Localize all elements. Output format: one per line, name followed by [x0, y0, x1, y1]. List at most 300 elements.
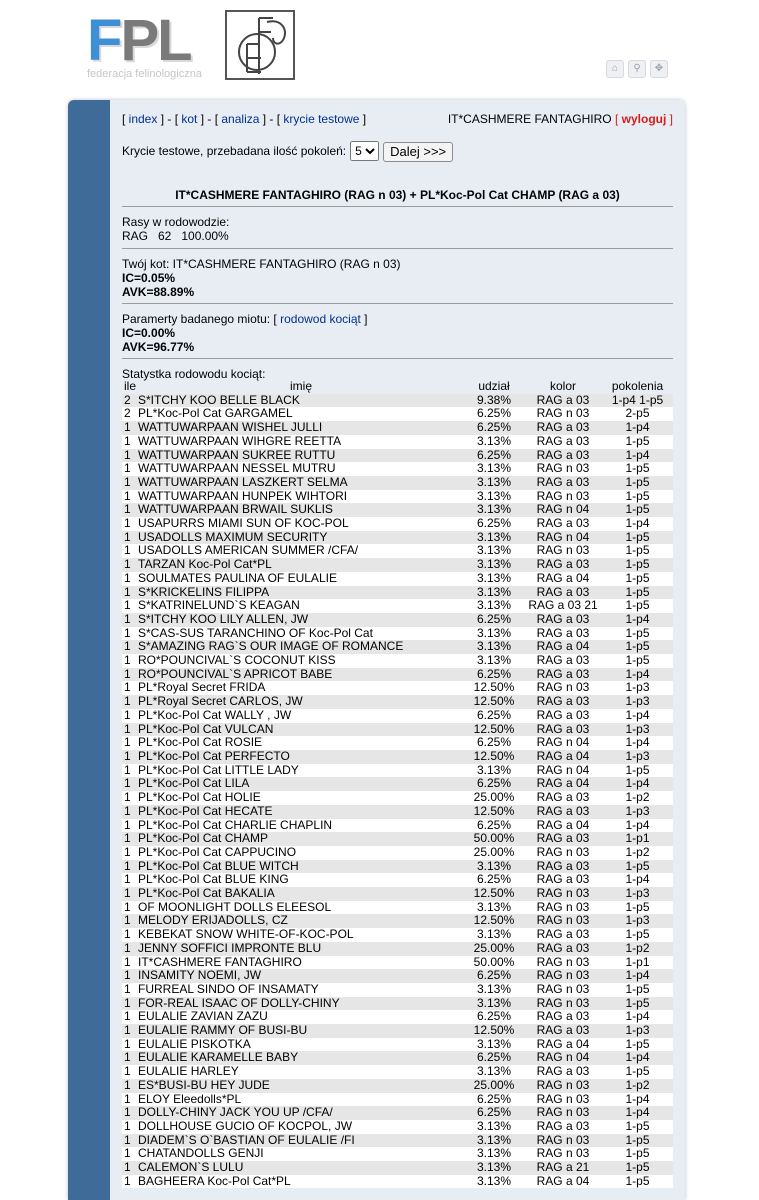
fpl-logo[interactable] — [85, 10, 217, 80]
table-row — [122, 1065, 673, 1079]
cell-imie: OF MOONLIGHT DOLLS ELEESOL — [138, 899, 332, 914]
cell-ile: 1 — [124, 653, 131, 668]
cell-pokolenia: 1-p3 — [625, 886, 650, 901]
cell-pokolenia: 1-p5 — [625, 1146, 650, 1161]
your-cat-label: Twój kot: IT*CASHMERE FANTAGHIRO (RAG n 03) — [122, 257, 401, 271]
table-row — [122, 1038, 673, 1052]
litter-block — [122, 312, 673, 354]
cell-ile: 1 — [124, 817, 131, 832]
table-row — [122, 860, 673, 874]
cell-udzial: 6.25% — [476, 1105, 512, 1120]
cell-kolor: RAG n 03 — [536, 680, 590, 695]
cell-pokolenia: 1-p2 — [625, 790, 650, 805]
cell-imie: FOR-REAL ISAAC OF DOLLY-CHINY — [138, 995, 340, 1010]
cell-kolor: RAG n 04 — [536, 502, 590, 517]
cell-udzial: 12.50% — [473, 913, 515, 928]
litter-avk: AVK=96.77% — [122, 340, 195, 354]
nav-link-kot[interactable]: kot — [181, 112, 198, 126]
table-row — [122, 928, 673, 942]
cell-udzial: 3.13% — [476, 461, 512, 476]
cell-kolor: RAG a 03 — [536, 666, 590, 681]
cell-ile: 1 — [124, 1077, 131, 1092]
table-row — [122, 1051, 673, 1065]
generations-label: Krycie testowe, przebadana ilość pokoleń: — [122, 144, 347, 158]
table-row — [122, 997, 673, 1011]
move-icon[interactable]: ✥ — [650, 60, 668, 78]
litter-label: Paramerty badanego miotu: [ — [122, 312, 277, 326]
cell-pokolenia: 1-p5 — [625, 858, 650, 873]
cell-ile: 1 — [124, 735, 131, 750]
cell-imie: INSAMITY NOEMI, JW — [138, 968, 262, 983]
cell-ile: 1 — [124, 1105, 131, 1120]
cell-kolor: RAG a 03 — [536, 858, 590, 873]
cell-pokolenia: 1-p1 — [625, 954, 650, 969]
table-row — [122, 531, 673, 545]
cell-kolor: RAG a 04 — [536, 1173, 590, 1188]
table-row — [122, 750, 673, 764]
cell-pokolenia: 1-p2 — [625, 940, 650, 955]
cell-kolor: RAG a 03 — [536, 927, 590, 942]
logo-letter-f: F — [87, 8, 121, 73]
cell-kolor: RAG n 03 — [536, 1132, 590, 1147]
search-icon[interactable]: ⚲ — [628, 60, 646, 78]
cell-kolor: RAG a 03 — [536, 625, 590, 640]
table-row — [122, 819, 673, 833]
cell-pokolenia: 1-p2 — [625, 1077, 650, 1092]
cell-kolor: RAG n 03 — [536, 1146, 590, 1161]
cell-udzial: 3.13% — [476, 557, 512, 572]
cell-kolor: RAG a 03 — [536, 1064, 590, 1079]
cell-udzial: 3.13% — [476, 584, 512, 599]
cell-kolor: RAG n 04 — [536, 1050, 590, 1065]
cell-imie: ELOY Eleedolls*PL — [138, 1091, 242, 1106]
cell-ile: 1 — [124, 1009, 131, 1024]
cell-udzial: 3.13% — [476, 1132, 512, 1147]
cell-pokolenia: 1-p5 — [625, 461, 650, 476]
cell-pokolenia: 1-p5 — [625, 502, 650, 517]
cell-ile: 1 — [124, 433, 131, 448]
logo-letter-l: L — [157, 8, 191, 73]
table-row — [122, 983, 673, 997]
cell-imie: WATTUWARPAAN HUNPEK WIHTORI — [138, 488, 348, 503]
cell-kolor: RAG n 03 — [536, 543, 590, 558]
cell-pokolenia: 1-p5 — [625, 625, 650, 640]
cell-kolor: RAG n 03 — [536, 899, 590, 914]
cell-imie: IT*CASHMERE FANTAGHIRO — [138, 954, 302, 969]
cell-pokolenia: 1-p5 — [625, 653, 650, 668]
cell-kolor: RAG a 03 — [536, 516, 590, 531]
cell-ile: 1 — [124, 461, 131, 476]
cell-kolor: RAG a 04 — [536, 817, 590, 832]
table-row — [122, 599, 673, 613]
table-row — [122, 805, 673, 819]
cell-pokolenia: 1-p3 — [625, 721, 650, 736]
divider — [122, 358, 673, 359]
cell-udzial: 12.50% — [473, 886, 515, 901]
cell-pokolenia: 1-p5 — [625, 899, 650, 914]
cell-imie: PL*Koc-Pol Cat LITTLE LADY — [138, 762, 299, 777]
col-header-kolor: kolor — [549, 379, 576, 393]
cell-pokolenia: 1-p5 — [625, 1036, 650, 1051]
cell-udzial: 6.25% — [476, 447, 512, 462]
cell-ile: 1 — [124, 1064, 131, 1079]
cell-imie: WATTUWARPAAN WISHEL JULLI — [138, 420, 323, 435]
cell-kolor: RAG a 03 21 — [528, 598, 598, 613]
table-row — [122, 777, 673, 791]
cell-pokolenia: 1-p5 — [625, 433, 650, 448]
cell-udzial: 3.13% — [476, 1146, 512, 1161]
content — [110, 100, 685, 1200]
cell-pokolenia: 1-p4 — [625, 1091, 650, 1106]
cell-ile: 1 — [124, 803, 131, 818]
cell-imie: KEBEKAT SNOW WHITE-OF-KOC-POL — [138, 927, 354, 942]
cell-ile: 2 — [124, 406, 131, 421]
table-row — [122, 640, 673, 654]
cell-udzial: 3.13% — [476, 598, 512, 613]
cell-pokolenia: 1-p4 — [625, 666, 650, 681]
cell-kolor: RAG n 03 — [536, 1105, 590, 1120]
cell-imie: WATTUWARPAAN LASZKERT SELMA — [138, 474, 348, 489]
table-row — [122, 407, 673, 421]
cell-ile: 1 — [124, 420, 131, 435]
cell-kolor: RAG a 03 — [536, 790, 590, 805]
cell-imie: RO*POUNCIVAL`S APRICOT BABE — [138, 666, 333, 681]
cell-pokolenia: 1-p3 — [625, 803, 650, 818]
cell-kolor: RAG n 03 — [536, 954, 590, 969]
cell-ile: 1 — [124, 886, 131, 901]
cell-udzial: 3.13% — [476, 762, 512, 777]
cell-pokolenia: 1-p4 — [625, 817, 650, 832]
cell-pokolenia: 1-p3 — [625, 1023, 650, 1038]
cell-ile: 1 — [124, 611, 131, 626]
cell-ile: 1 — [124, 1146, 131, 1161]
cell-udzial: 6.25% — [476, 611, 512, 626]
cell-ile: 1 — [124, 899, 131, 914]
table-row — [122, 709, 673, 723]
cell-imie: WATTUWARPAAN WIHGRE REETTA — [138, 433, 342, 448]
cell-udzial: 9.38% — [476, 392, 512, 407]
cell-udzial: 6.25% — [476, 707, 512, 722]
cell-imie: PL*Koc-Pol Cat HECATE — [138, 803, 273, 818]
cell-udzial: 25.00% — [473, 1077, 515, 1092]
sidebar — [68, 100, 110, 1200]
cell-udzial: 50.00% — [473, 831, 515, 846]
cell-pokolenia: 1-p5 — [625, 488, 650, 503]
cell-ile: 1 — [124, 488, 131, 503]
cell-kolor: RAG a 03 — [536, 707, 590, 722]
table-row — [122, 1106, 673, 1120]
cell-udzial: 6.25% — [476, 872, 512, 887]
cell-pokolenia: 1-p4 — [625, 872, 650, 887]
table-row — [122, 1120, 673, 1134]
cell-udzial: 6.25% — [476, 817, 512, 832]
breeds-label: Rasy w rodowodzie: — [122, 215, 230, 229]
cell-ile: 1 — [124, 940, 131, 955]
cell-ile: 1 — [124, 968, 131, 983]
cell-udzial: 3.13% — [476, 927, 512, 942]
cell-udzial: 6.25% — [476, 735, 512, 750]
cell-ile: 1 — [124, 776, 131, 791]
logout-link[interactable]: wyloguj — [621, 112, 667, 126]
cell-ile: 1 — [124, 639, 131, 654]
cell-pokolenia: 1-p4 — [625, 1105, 650, 1120]
litter-ic: IC=0.00% — [122, 326, 176, 340]
table-row — [122, 1134, 673, 1148]
cell-udzial: 3.13% — [476, 488, 512, 503]
cell-imie: EULALIE HARLEY — [138, 1064, 239, 1079]
cell-imie: PL*Royal Secret FRIDA — [138, 680, 266, 695]
cell-udzial: 6.25% — [476, 666, 512, 681]
mating-title: IT*CASHMERE FANTAGHIRO (RAG n 03) + PL*Koc-Pol Cat CHAMP (RAG a 03) — [175, 188, 620, 202]
cell-udzial: 12.50% — [473, 721, 515, 736]
cell-imie: DOLLHOUSE GUCIO OF KOCPOL, JW — [138, 1118, 353, 1133]
table-row — [122, 586, 673, 600]
cell-udzial: 3.13% — [476, 625, 512, 640]
cell-imie: CHATANDOLLS GENJI — [138, 1146, 264, 1161]
table-row — [122, 394, 673, 408]
cell-udzial: 6.25% — [476, 968, 512, 983]
cell-udzial: 12.50% — [473, 803, 515, 818]
cell-udzial: 6.25% — [476, 516, 512, 531]
cell-ile: 1 — [124, 584, 131, 599]
kitten-pedigree-link[interactable]: rodowod kociąt — [280, 312, 361, 326]
divider — [122, 248, 673, 249]
cell-udzial: 3.13% — [476, 1036, 512, 1051]
cell-kolor: RAG n 04 — [536, 529, 590, 544]
cell-ile: 1 — [124, 570, 131, 585]
cell-ile: 1 — [124, 1023, 131, 1038]
cell-imie: PL*Koc-Pol Cat VULCAN — [138, 721, 274, 736]
fife-logo-icon — [227, 12, 293, 78]
col-header-ile: ile — [124, 379, 137, 393]
cell-ile: 1 — [124, 872, 131, 887]
cell-ile: 1 — [124, 913, 131, 928]
cell-udzial: 3.13% — [476, 995, 512, 1010]
table-row — [122, 695, 673, 709]
cell-ile: 1 — [124, 1036, 131, 1051]
cell-imie: EULALIE ZAVIAN ZAZU — [138, 1009, 268, 1024]
cell-pokolenia: 1-p5 — [625, 529, 650, 544]
cell-pokolenia: 1-p4 — [625, 968, 650, 983]
cell-imie: PL*Koc-Pol Cat BLUE KING — [138, 872, 289, 887]
cell-imie: FURREAL SINDO OF INSAMATY — [138, 981, 319, 996]
cell-pokolenia: 1-p5 — [625, 639, 650, 654]
cell-ile: 1 — [124, 748, 131, 763]
logo-caption: federacja felinologiczna — [87, 68, 202, 80]
cell-imie: S*ITCHY KOO LILY ALLEN, JW — [138, 611, 309, 626]
table-row — [122, 873, 673, 887]
cell-imie: PL*Koc-Pol Cat PERFECTO — [138, 748, 290, 763]
cell-ile: 1 — [124, 721, 131, 736]
table-header-row — [122, 380, 673, 394]
cell-ile: 1 — [124, 1118, 131, 1133]
table-row — [122, 736, 673, 750]
cell-imie: S*KATRINELUND`S KEAGAN — [138, 598, 300, 613]
table-row — [122, 956, 673, 970]
cell-ile: 1 — [124, 1160, 131, 1175]
user-area: IT*CASHMERE FANTAGHIRO [ wyloguj ] — [447, 112, 673, 126]
cell-ile: 1 — [124, 529, 131, 544]
table-row — [122, 914, 673, 928]
cell-imie: USADOLLS MAXIMUM SECURITY — [138, 529, 328, 544]
cell-ile: 1 — [124, 474, 131, 489]
table-row — [122, 832, 673, 846]
cell-udzial: 6.25% — [476, 1091, 512, 1106]
cell-kolor: RAG a 03 — [536, 433, 590, 448]
cell-pokolenia: 1-p5 — [625, 927, 650, 942]
cell-kolor: RAG a 03 — [536, 940, 590, 955]
top-icons — [606, 60, 672, 80]
cell-ile: 1 — [124, 1091, 131, 1106]
cell-kolor: RAG n 03 — [536, 406, 590, 421]
logo-letter-p: P — [120, 8, 158, 73]
col-header-udzial: udział — [478, 379, 510, 393]
cell-udzial: 3.13% — [476, 1173, 512, 1188]
breeds-block — [122, 215, 673, 243]
cell-kolor: RAG a 04 — [536, 748, 590, 763]
cell-udzial: 12.50% — [473, 748, 515, 763]
table-row — [122, 503, 673, 517]
cell-kolor: RAG a 03 — [536, 803, 590, 818]
cell-udzial: 3.13% — [476, 433, 512, 448]
table-row — [122, 654, 673, 668]
table-row — [122, 558, 673, 572]
table-row — [122, 449, 673, 463]
cell-kolor: RAG a 04 — [536, 776, 590, 791]
cell-imie: ES*BUSI-BU HEY JUDE — [138, 1077, 270, 1092]
cell-kolor: RAG a 03 — [536, 392, 590, 407]
nav-link-krycie-testowe[interactable]: krycie testowe — [283, 112, 360, 126]
cell-imie: RO*POUNCIVAL`S COCONUT KISS — [138, 653, 336, 668]
cell-pokolenia: 1-p4 — [625, 735, 650, 750]
cell-pokolenia: 1-p2 — [625, 844, 650, 859]
cell-kolor: RAG a 03 — [536, 1118, 590, 1133]
table-row — [122, 791, 673, 805]
cell-pokolenia: 1-p5 — [625, 1173, 650, 1188]
cell-udzial: 3.13% — [476, 474, 512, 489]
cell-ile: 1 — [124, 858, 131, 873]
cell-kolor: RAG n 03 — [536, 913, 590, 928]
cell-pokolenia: 1-p3 — [625, 748, 650, 763]
cell-ile: 1 — [124, 790, 131, 805]
cell-udzial: 6.25% — [476, 1050, 512, 1065]
cell-imie: PL*Koc-Pol Cat LILA — [138, 776, 250, 791]
cell-imie: DOLLY-CHINY JACK YOU UP /CFA/ — [138, 1105, 333, 1120]
cell-imie: SOULMATES PAULINA OF EULALIE — [138, 570, 337, 585]
cell-udzial: 6.25% — [476, 776, 512, 791]
cell-udzial: 12.50% — [473, 1023, 515, 1038]
nav-link-analiza[interactable]: analiza — [221, 112, 260, 126]
table-row — [122, 627, 673, 641]
cell-kolor: RAG a 03 — [536, 584, 590, 599]
cell-pokolenia: 1-p4 1-p5 — [611, 392, 664, 407]
cell-ile: 1 — [124, 995, 131, 1010]
table-body — [122, 394, 673, 1189]
cell-udzial: 25.00% — [473, 940, 515, 955]
table-row — [122, 942, 673, 956]
cell-pokolenia: 1-p5 — [625, 570, 650, 585]
cell-imie: USADOLLS AMERICAN SUMMER /CFA/ — [138, 543, 359, 558]
cell-kolor: RAG a 03 — [536, 721, 590, 736]
cell-pokolenia: 1-p5 — [625, 474, 650, 489]
cell-imie: PL*Koc-Pol Cat WALLY , JW — [138, 707, 292, 722]
your-cat-ic: IC=0.05% — [122, 271, 176, 285]
cell-kolor: RAG a 03 — [536, 420, 590, 435]
cell-pokolenia: 1-p5 — [625, 1064, 650, 1079]
cell-ile: 1 — [124, 1173, 131, 1188]
nav-link-index[interactable]: index — [128, 112, 158, 126]
cell-imie: MELODY ERIJADOLLS, CZ — [138, 913, 288, 928]
cell-pokolenia: 1-p5 — [625, 981, 650, 996]
cell-imie: PL*Koc-Pol Cat CHARLIE CHAPLIN — [138, 817, 333, 832]
cell-ile: 1 — [124, 625, 131, 640]
pedigree-stats-table — [122, 380, 673, 1188]
cell-kolor: RAG n 03 — [536, 844, 590, 859]
cell-kolor: RAG n 03 — [536, 1091, 590, 1106]
cell-kolor: RAG a 03 — [536, 611, 590, 626]
cell-kolor: RAG a 03 — [536, 1023, 590, 1038]
cell-imie: S*ITCHY KOO BELLE BLACK — [138, 392, 300, 407]
cell-imie: DIADEM`S O`BASTIAN OF EULALIE /FI — [138, 1132, 355, 1147]
cell-kolor: RAG n 04 — [536, 762, 590, 777]
cell-udzial: 3.13% — [476, 1160, 512, 1175]
cell-kolor: RAG a 03 — [536, 474, 590, 489]
cell-kolor: RAG n 03 — [536, 1077, 590, 1092]
next-button[interactable]: Dalej >>> — [383, 142, 453, 162]
generations-select[interactable] — [350, 141, 379, 161]
generations-form — [122, 140, 673, 162]
cell-pokolenia: 1-p1 — [625, 831, 650, 846]
cell-imie: PL*Koc-Pol Cat BAKALIA — [138, 886, 275, 901]
stats-label: Statystka rodowodu kociąt: — [122, 367, 266, 381]
breeds-line: RAG 62 100.00% — [122, 229, 229, 243]
cell-pokolenia: 1-p5 — [625, 1118, 650, 1133]
table-row — [122, 613, 673, 627]
cell-ile: 1 — [124, 694, 131, 709]
divider — [122, 206, 673, 207]
col-header-pokolenia: pokolenia — [611, 379, 664, 393]
table-row — [122, 1079, 673, 1093]
cell-imie: S*KRICKELINS FILIPPA — [138, 584, 270, 599]
main-frame — [68, 100, 685, 1200]
cell-imie: JENNY SOFFICI IMPRONTE BLU — [138, 940, 322, 955]
cell-imie: USAPURRS MIAMI SUN OF KOC-POL — [138, 516, 349, 531]
cell-imie: PL*Koc-Pol Cat ROSIE — [138, 735, 263, 750]
cell-imie: PL*Koc-Pol Cat CAPPUCINO — [138, 844, 297, 859]
home-icon[interactable]: ⌂ — [606, 60, 624, 78]
cell-imie: S*CAS-SUS TARANCHINO OF Koc-Pol Cat — [138, 625, 373, 640]
cell-udzial: 12.50% — [473, 680, 515, 695]
table-row — [122, 1024, 673, 1038]
table-row — [122, 490, 673, 504]
cell-kolor: RAG n 03 — [536, 886, 590, 901]
cell-ile: 1 — [124, 557, 131, 572]
fife-logo[interactable] — [225, 10, 295, 80]
table-row — [122, 1010, 673, 1024]
table-row — [122, 421, 673, 435]
cell-ile: 1 — [124, 1050, 131, 1065]
cell-kolor: RAG a 03 — [536, 831, 590, 846]
cell-ile: 1 — [124, 954, 131, 969]
cell-pokolenia: 1-p4 — [625, 611, 650, 626]
cell-kolor: RAG a 03 — [536, 447, 590, 462]
cell-pokolenia: 1-p4 — [625, 447, 650, 462]
cell-pokolenia: 1-p5 — [625, 598, 650, 613]
cell-kolor: RAG a 03 — [536, 557, 590, 572]
cell-imie: TARZAN Koc-Pol Cat*PL — [138, 557, 272, 572]
cell-pokolenia: 1-p4 — [625, 516, 650, 531]
cell-imie: PL*Koc-Pol Cat BLUE WITCH — [138, 858, 299, 873]
